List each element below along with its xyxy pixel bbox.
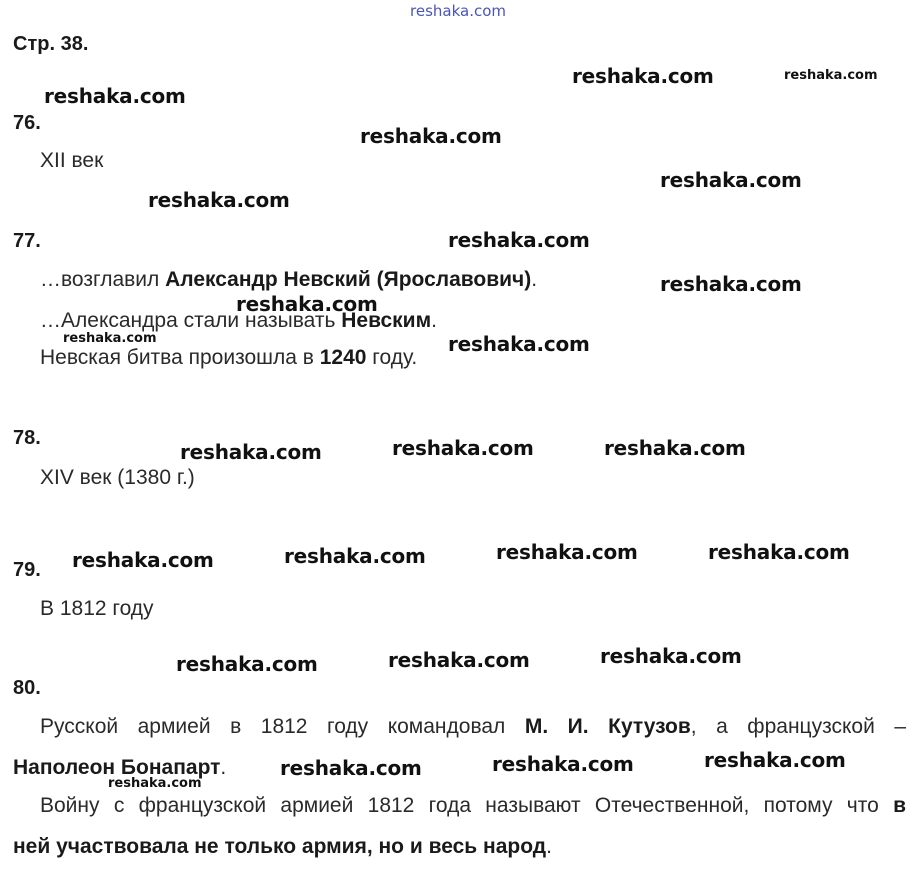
page-label: Стр. 38. — [13, 33, 89, 55]
bold-text: Александр Невский (Ярославович) — [165, 268, 532, 291]
watermark: reshaka.com — [72, 548, 214, 572]
question-number-80: 80. — [13, 677, 41, 699]
watermark-small: reshaka.com — [784, 68, 878, 83]
watermark: reshaka.com — [448, 332, 590, 356]
watermark: reshaka.com — [600, 644, 742, 668]
watermark: reshaka.com — [708, 540, 850, 564]
text: , а французской – — [690, 715, 906, 738]
watermark: reshaka.com — [572, 64, 714, 88]
text: . — [531, 268, 538, 291]
answer-76: XII век — [40, 149, 104, 172]
question-number-77: 77. — [13, 230, 41, 252]
text: . — [431, 309, 437, 332]
bold-text: Невским — [341, 309, 432, 332]
watermark: reshaka.com — [148, 188, 290, 212]
question-number-76: 76. — [13, 112, 41, 134]
text: . — [546, 835, 552, 858]
watermark: reshaka.com — [448, 228, 590, 252]
answer-80-line-4 — [13, 835, 552, 859]
watermark: reshaka.com — [388, 648, 530, 672]
answer-78: XIV век (1380 г.) — [40, 466, 195, 489]
answer-80-line-3 — [40, 794, 906, 818]
text: Войну с французской армией 1812 года называют Отечественной, потому что — [40, 794, 894, 817]
bold-text: 1240 — [319, 346, 367, 369]
text: году. — [366, 346, 418, 369]
watermark: reshaka.com — [660, 168, 802, 192]
bold-text: ней участвовала не только армия, но и весь народ — [13, 835, 547, 858]
watermark: reshaka.com — [180, 440, 322, 464]
watermark: reshaka.com — [604, 436, 746, 460]
question-number-79: 79. — [13, 559, 41, 581]
text: Невская битва произошла в — [40, 346, 320, 369]
text: …возглавил — [40, 268, 166, 291]
text: . — [220, 756, 227, 779]
watermark: reshaka.com — [704, 748, 846, 772]
answer-80-line-1 — [40, 715, 906, 739]
watermark: reshaka.com — [44, 84, 186, 108]
bold-text: Наполеон Бонапарт — [13, 756, 221, 779]
watermark: reshaka.com — [360, 124, 502, 148]
watermark-small: reshaka.com — [63, 331, 157, 346]
watermark: reshaka.com — [284, 544, 426, 568]
watermark: reshaka.com — [496, 540, 638, 564]
text: …Александра стали называть — [40, 309, 342, 332]
text: Русской армией в 1812 году командовал — [40, 715, 525, 738]
watermark-small: reshaka.com — [108, 776, 202, 791]
watermark: reshaka.com — [492, 752, 634, 776]
watermark: reshaka.com — [236, 292, 378, 316]
watermark: reshaka.com — [392, 436, 534, 460]
watermark: reshaka.com — [280, 756, 422, 780]
watermark-top: reshaka.com — [410, 2, 506, 20]
watermark: reshaka.com — [176, 652, 318, 676]
bold-text: М. И. Кутузов — [524, 715, 691, 738]
watermark: reshaka.com — [660, 272, 802, 296]
bold-text: в — [893, 794, 906, 817]
answer-77-line-1 — [40, 268, 537, 292]
answer-77-line-3 — [40, 346, 417, 370]
question-number-78: 78. — [13, 427, 41, 449]
answer-79: В 1812 году — [40, 597, 154, 620]
